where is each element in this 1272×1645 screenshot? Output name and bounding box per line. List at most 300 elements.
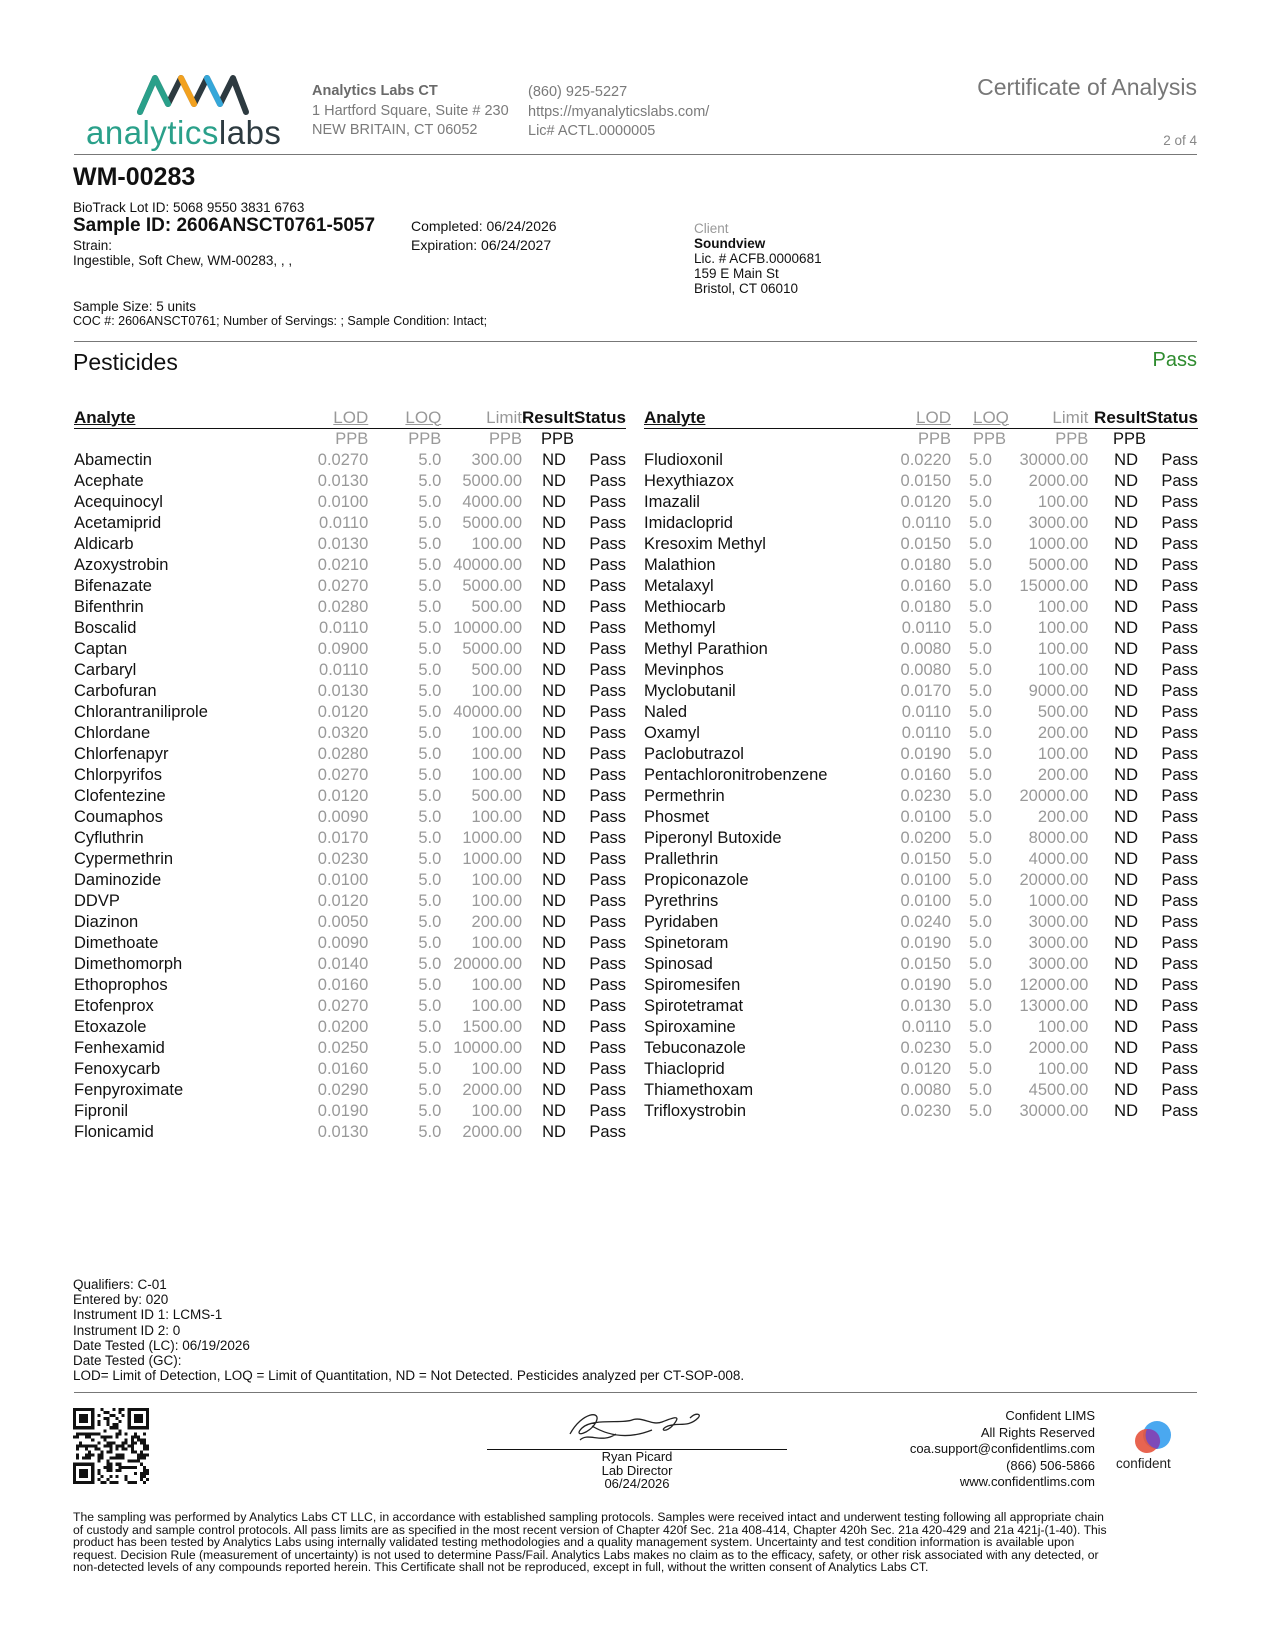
limit-value: 100.00 (1037, 619, 1089, 637)
loq-value: 5.0 (418, 556, 442, 574)
limit-value: 1500.00 (462, 1018, 523, 1036)
status-value: Pass (1161, 535, 1198, 553)
loq-value: 5.0 (969, 724, 992, 742)
status-value: Pass (589, 661, 626, 679)
lod-value: 0.0080 (900, 640, 951, 658)
status-value: Pass (589, 1039, 626, 1057)
analyte-name: Cyfluthrin (74, 829, 144, 847)
result-value: ND (1114, 850, 1139, 868)
analyte-name: Fipronil (74, 1102, 129, 1120)
table-row (74, 660, 626, 681)
analyte-name: Spirotetramat (644, 997, 744, 1015)
result-value: ND (542, 1123, 566, 1141)
table-header-row (74, 406, 626, 429)
analyte-name: Fludioxonil (644, 451, 723, 469)
status-value: Pass (589, 703, 626, 721)
disclaimer-line: product has been tested by Analytics Labs using internally validated testing methodologies and a quality management system. Uncertainty and test condition information is available upon (73, 1535, 1075, 1550)
limit-value: 10000.00 (453, 619, 523, 637)
client-license: Lic. # ACFB.0000681 (694, 251, 822, 266)
result-value: ND (542, 472, 566, 490)
limit-value: 3000.00 (1028, 955, 1089, 973)
limit-value: 100.00 (1037, 598, 1089, 616)
status-value: Pass (1161, 514, 1198, 532)
lab-name: Analytics Labs CT (312, 83, 438, 99)
lod-value: 0.0170 (317, 829, 369, 847)
lod-value: 0.0130 (317, 1123, 369, 1141)
table-row (74, 807, 626, 828)
table-row (644, 639, 1198, 660)
status-value: Pass (1161, 913, 1198, 931)
limit-value: 100.00 (471, 535, 523, 553)
limit-value: 100.00 (471, 1102, 523, 1120)
status-value: Pass (589, 766, 626, 784)
loq-value: 5.0 (418, 1081, 442, 1099)
analyte-name: Clofentezine (74, 787, 166, 805)
lod-value: 0.0090 (317, 934, 369, 952)
loq-value: 5.0 (969, 766, 992, 784)
table-row (74, 1059, 626, 1080)
table-row (644, 723, 1198, 744)
lod-value: 0.0270 (317, 577, 369, 595)
lod-value: 0.0120 (900, 493, 951, 511)
status-value: Pass (1161, 787, 1198, 805)
table-row (644, 933, 1198, 954)
limit-value: 100.00 (471, 934, 523, 952)
limit-value: 500.00 (471, 787, 523, 805)
lod-value: 0.0900 (317, 640, 369, 658)
result-value: ND (1114, 577, 1139, 595)
loq-value: 5.0 (969, 913, 992, 931)
result-value: ND (1114, 1102, 1139, 1120)
table-row (644, 1059, 1198, 1080)
loq-value: 5.0 (969, 535, 992, 553)
table-row (74, 870, 626, 891)
limit-value: 300.00 (471, 451, 523, 469)
lod-value: 0.0190 (317, 1102, 369, 1120)
analyte-name: Pyridaben (644, 913, 719, 931)
analyte-name: Spinosad (644, 955, 713, 973)
status-value: Pass (1161, 1102, 1198, 1120)
limit-value: 40000.00 (453, 556, 523, 574)
loq-value: 5.0 (969, 955, 992, 973)
loq-value: 5.0 (969, 829, 992, 847)
status-value: Pass (1161, 640, 1198, 658)
sample-name: WM-00283 (73, 163, 196, 191)
disclaimer (73, 1511, 1199, 1574)
analyte-name: Boscalid (74, 619, 137, 637)
result-value: ND (1114, 703, 1139, 721)
table-row (644, 975, 1198, 996)
result-value: ND (1114, 829, 1139, 847)
loq-value: 5.0 (969, 598, 992, 616)
result-value: ND (542, 535, 566, 553)
table-row (644, 849, 1198, 870)
table-row (74, 639, 626, 660)
unit-limit: PPB (1055, 430, 1089, 448)
result-value: ND (1114, 451, 1139, 469)
status-value: Pass (589, 997, 626, 1015)
loq-value: 5.0 (418, 598, 442, 616)
analyte-name: Fenpyroximate (74, 1081, 184, 1099)
loq-value: 5.0 (418, 871, 442, 889)
status-value: Pass (589, 976, 626, 994)
limit-value: 100.00 (471, 976, 523, 994)
unit-loq: PPB (973, 430, 1007, 448)
table-row (74, 1017, 626, 1038)
status-value: Pass (589, 514, 626, 532)
lod-value: 0.0120 (317, 892, 369, 910)
lod-value: 0.0110 (901, 1018, 951, 1036)
loq-value: 5.0 (969, 556, 992, 574)
analyte-name: Coumaphos (74, 808, 163, 826)
lod-value: 0.0110 (901, 514, 951, 532)
analyte-name: Phosmet (644, 808, 710, 826)
lab-url[interactable]: https://myanalyticslabs.com/ (528, 103, 710, 120)
table-row (74, 702, 626, 723)
signer-title: Lab Director (601, 1462, 673, 1478)
result-value: ND (542, 556, 566, 574)
limit-value: 3000.00 (1028, 514, 1089, 532)
result-value: ND (542, 640, 566, 658)
limit-value: 2000.00 (462, 1123, 523, 1141)
lab-logo-icon (80, 68, 290, 118)
analyte-name: Naled (644, 703, 688, 721)
limit-value: 100.00 (471, 997, 523, 1015)
table-row (644, 828, 1198, 849)
status-value: Pass (589, 724, 626, 742)
result-value: ND (1114, 661, 1139, 679)
sample-size: Sample Size: 5 units (73, 299, 197, 314)
analyte-name: Spiromesifen (644, 976, 741, 994)
result-value: ND (1114, 745, 1139, 763)
status-value: Pass (589, 934, 626, 952)
note-line: Instrument ID 2: 0 (73, 1322, 181, 1338)
result-value: ND (1114, 514, 1139, 532)
limit-value: 500.00 (471, 598, 523, 616)
table-row (74, 975, 626, 996)
loq-value: 5.0 (418, 1102, 442, 1120)
status-value: Pass (1161, 577, 1198, 595)
limit-value: 3000.00 (1028, 913, 1089, 931)
status-value: Pass (1161, 850, 1198, 868)
disclaimer-line: The sampling was performed by Analytics Labs CT LLC, in accordance with established sampling protocols. Samples were received intact and underwent testing following all appropriate chain (73, 1510, 1104, 1524)
client-block (694, 221, 822, 296)
limit-value: 4000.00 (1028, 850, 1089, 868)
status-value: Pass (1161, 1060, 1198, 1078)
limit-value: 12000.00 (1019, 976, 1089, 994)
unit-lod: PPB (917, 430, 951, 448)
table-row (74, 1038, 626, 1059)
table-row (74, 891, 626, 912)
lod-value: 0.0130 (317, 472, 369, 490)
status-value: Pass (1161, 829, 1198, 847)
lod-value: 0.0090 (317, 808, 369, 826)
status-value: Pass (589, 808, 626, 826)
table-row (74, 681, 626, 702)
limit-value: 200.00 (1037, 808, 1089, 826)
analyte-name: Prallethrin (644, 850, 719, 868)
analysis-notes (73, 1277, 744, 1383)
coc-info: COC #: 2606ANSCT0761; Number of Servings: ; Sample Condition: Intact; (73, 314, 488, 328)
analyte-name: Diazinon (74, 913, 139, 931)
result-value: ND (1114, 556, 1139, 574)
analyte-name: Thiacloprid (644, 1060, 725, 1078)
table-row (644, 1017, 1198, 1038)
lims-website[interactable]: www.confidentlims.com (959, 1474, 1095, 1490)
result-value: ND (1114, 472, 1139, 490)
pesticide-table-left (74, 406, 626, 1143)
limit-value: 100.00 (471, 724, 523, 742)
analyte-name: Chlorpyrifos (74, 766, 163, 784)
lab-address-block (312, 82, 509, 141)
analyte-name: Abamectin (74, 451, 152, 469)
result-value: ND (1114, 766, 1139, 784)
analyte-name: Flonicamid (74, 1123, 154, 1141)
note-line: Date Tested (GC): (73, 1353, 182, 1369)
result-value: ND (1114, 808, 1139, 826)
limit-value: 20000.00 (453, 955, 523, 973)
loq-value: 5.0 (418, 955, 442, 973)
header-loq: LOQ (368, 406, 441, 429)
header-loq: LOQ (951, 406, 1009, 429)
lod-value: 0.0130 (317, 535, 369, 553)
lod-value: 0.0160 (900, 577, 951, 595)
signature-image (562, 1404, 722, 1448)
limit-value: 100.00 (471, 1060, 523, 1078)
result-value: ND (542, 682, 566, 700)
table-row (644, 450, 1198, 471)
loq-value: 5.0 (969, 1039, 992, 1057)
result-value: ND (1114, 1018, 1139, 1036)
table-row (644, 996, 1198, 1017)
analyte-name: Kresoxim Methyl (644, 535, 766, 553)
lod-value: 0.0220 (900, 451, 951, 469)
table-row (644, 681, 1198, 702)
status-value: Pass (589, 556, 626, 574)
qr-code-icon[interactable] (73, 1408, 149, 1484)
lod-value: 0.0200 (900, 829, 951, 847)
limit-value: 200.00 (1037, 766, 1089, 784)
loq-value: 5.0 (969, 745, 992, 763)
limit-value: 100.00 (471, 892, 523, 910)
page-number: 2 of 4 (1163, 133, 1197, 148)
table-row (644, 471, 1198, 492)
result-value: ND (1114, 913, 1139, 931)
lab-logo (80, 68, 290, 158)
limit-value: 100.00 (471, 682, 523, 700)
limit-value: 20000.00 (1019, 787, 1089, 805)
unit-loq: PPB (408, 430, 442, 448)
loq-value: 5.0 (418, 514, 442, 532)
lab-logo-wordmark: analyticslabs (86, 114, 282, 151)
status-value: Pass (589, 829, 626, 847)
table-row (74, 534, 626, 555)
result-value: ND (542, 871, 566, 889)
header-analyte: Analyte (644, 406, 855, 429)
status-value: Pass (589, 1018, 626, 1036)
analyte-name: Chlordane (74, 724, 151, 742)
loq-value: 5.0 (969, 493, 992, 511)
table-header-row (644, 406, 1198, 429)
limit-value: 20000.00 (1019, 871, 1089, 889)
result-value: ND (1114, 535, 1139, 553)
analyte-name: Methyl Parathion (644, 640, 768, 658)
analyte-name: Etofenprox (74, 997, 154, 1015)
table-row (644, 954, 1198, 975)
disclaimer-line: non-detected levels of any compounds reported herein. This Certificate shall not be reproduced, except in full, without the written consent of Analytics Labs CT. (73, 1560, 929, 1575)
lod-value: 0.0270 (317, 451, 369, 469)
result-value: ND (542, 703, 566, 721)
table-row (74, 1101, 626, 1122)
result-value: ND (542, 766, 566, 784)
limit-value: 30000.00 (1019, 451, 1089, 469)
table-row (74, 555, 626, 576)
result-value: ND (542, 829, 566, 847)
table-row (644, 1038, 1198, 1059)
analyte-name: Propiconazole (644, 871, 749, 889)
disclaimer-line: of custody and sample control protocols. All pass limits are as specified in the most recent version of Chapter 420f Sec. 21a 408-414, Chapter 420h Sec. 21a 420-429 and 21a 421j-(1-40). This (73, 1522, 1107, 1537)
loq-value: 5.0 (418, 682, 442, 700)
analyte-name: Carbofuran (74, 682, 157, 700)
analyte-name: Spiroxamine (644, 1018, 736, 1036)
status-value: Pass (1161, 808, 1198, 826)
status-value: Pass (1161, 955, 1198, 973)
table-unit-row (644, 429, 1198, 451)
limit-value: 1000.00 (1028, 535, 1089, 553)
result-value: ND (1114, 619, 1139, 637)
limit-value: 40000.00 (453, 703, 523, 721)
status-value: Pass (589, 577, 626, 595)
limit-value: 13000.00 (1019, 997, 1089, 1015)
analyte-name: Paclobutrazol (644, 745, 744, 763)
lod-value: 0.0130 (317, 682, 369, 700)
analyte-name: Methiocarb (644, 598, 726, 616)
analyte-name: Trifloxystrobin (644, 1102, 747, 1120)
section-divider (74, 341, 1197, 342)
loq-value: 5.0 (418, 724, 442, 742)
result-value: ND (542, 451, 566, 469)
loq-value: 5.0 (418, 703, 442, 721)
lod-value: 0.0050 (317, 913, 369, 931)
client-street: 159 E Main St (694, 266, 779, 281)
loq-value: 5.0 (969, 1018, 992, 1036)
loq-value: 5.0 (418, 1060, 442, 1078)
result-value: ND (542, 661, 566, 679)
status-value: Pass (1161, 598, 1198, 616)
header-divider (74, 154, 1197, 155)
disclaimer-line: request. Decision Rule (measurement of uncertainty) is not used to determine Pass/Fail. Analytics Labs makes no claim as to the efficacy, safety, or other risk associated with any detected, or (73, 1547, 1099, 1562)
result-value: ND (542, 808, 566, 826)
limit-value: 500.00 (471, 661, 523, 679)
status-value: Pass (1161, 892, 1198, 910)
table-row (74, 765, 626, 786)
signer-name: Ryan Picard (601, 1449, 673, 1464)
status-value: Pass (1161, 703, 1198, 721)
sample-strain: Strain: (73, 238, 113, 253)
status-value: Pass (1161, 661, 1198, 679)
lod-value: 0.0100 (900, 871, 951, 889)
loq-value: 5.0 (969, 1060, 992, 1078)
header-limit: Limit (1009, 406, 1088, 429)
unit-limit: PPB (488, 430, 523, 448)
loq-value: 5.0 (969, 997, 992, 1015)
loq-value: 5.0 (969, 514, 992, 532)
limit-value: 5000.00 (462, 514, 523, 532)
analyte-name: Chlorantraniliprole (74, 703, 208, 721)
pesticide-table-right (644, 406, 1198, 1122)
section-result: Pass (1152, 349, 1197, 371)
status-value: Pass (1161, 682, 1198, 700)
lod-value: 0.0110 (319, 619, 369, 637)
limit-value: 1000.00 (462, 829, 523, 847)
header-lod: LOD (244, 406, 368, 429)
loq-value: 5.0 (969, 892, 992, 910)
loq-value: 5.0 (418, 1039, 442, 1057)
signature-block (487, 1450, 787, 1491)
analyte-name: Myclobutanil (644, 682, 736, 700)
lab-phone: (860) 925-5227 (528, 84, 628, 100)
client-label: Client (694, 221, 729, 236)
analyte-name: Fenhexamid (74, 1039, 165, 1057)
limit-value: 100.00 (1037, 1060, 1089, 1078)
lims-email[interactable]: coa.support@confidentlims.com (909, 1441, 1095, 1457)
limit-value: 5000.00 (1028, 556, 1089, 574)
lims-phone: (866) 506-5866 (1006, 1457, 1095, 1473)
limit-value: 5000.00 (462, 472, 523, 490)
lod-value: 0.0250 (317, 1039, 369, 1057)
completed-date: Completed: 06/24/2026 (411, 218, 557, 234)
analyte-name: Pentachloronitrobenzene (644, 766, 828, 784)
confident-logo-icon (1129, 1420, 1179, 1456)
lod-value: 0.0230 (317, 850, 369, 868)
lod-value: 0.0240 (900, 913, 951, 931)
section-title: Pesticides (73, 349, 178, 375)
status-value: Pass (589, 871, 626, 889)
status-value: Pass (1161, 871, 1198, 889)
table-row (644, 702, 1198, 723)
lab-contact-block (528, 83, 709, 142)
result-value: ND (542, 1060, 566, 1078)
analyte-name: DDVP (74, 892, 120, 910)
sample-type: Ingestible, Soft Chew, WM-00283, , , (73, 253, 293, 268)
analyte-name: Permethrin (644, 787, 725, 805)
status-value: Pass (589, 892, 626, 910)
header-result: Result (1088, 406, 1146, 429)
result-value: ND (542, 997, 566, 1015)
lod-value: 0.0100 (317, 493, 369, 511)
loq-value: 5.0 (969, 1081, 992, 1099)
loq-value: 5.0 (418, 745, 442, 763)
status-value: Pass (1161, 1081, 1198, 1099)
limit-value: 4000.00 (462, 493, 523, 511)
limit-value: 100.00 (471, 808, 523, 826)
loq-value: 5.0 (418, 787, 442, 805)
limit-value: 100.00 (1037, 493, 1089, 511)
confident-logo-text: confident (1116, 1456, 1171, 1471)
result-value: ND (542, 1018, 566, 1036)
table-row (644, 555, 1198, 576)
note-line: LOD= Limit of Detection, LOQ = Limit of Quantitation, ND = Not Detected. Pesticides analyzed per CT-SOP-008. (73, 1368, 745, 1384)
analyte-name: Spinetoram (644, 934, 729, 952)
lod-value: 0.0160 (317, 976, 369, 994)
analyte-name: Thiamethoxam (644, 1081, 754, 1099)
lod-value: 0.0110 (901, 619, 951, 637)
lod-value: 0.0160 (317, 1060, 369, 1078)
lod-value: 0.0190 (900, 976, 951, 994)
lod-value: 0.0230 (900, 787, 951, 805)
table-row (644, 513, 1198, 534)
limit-value: 500.00 (1037, 703, 1089, 721)
